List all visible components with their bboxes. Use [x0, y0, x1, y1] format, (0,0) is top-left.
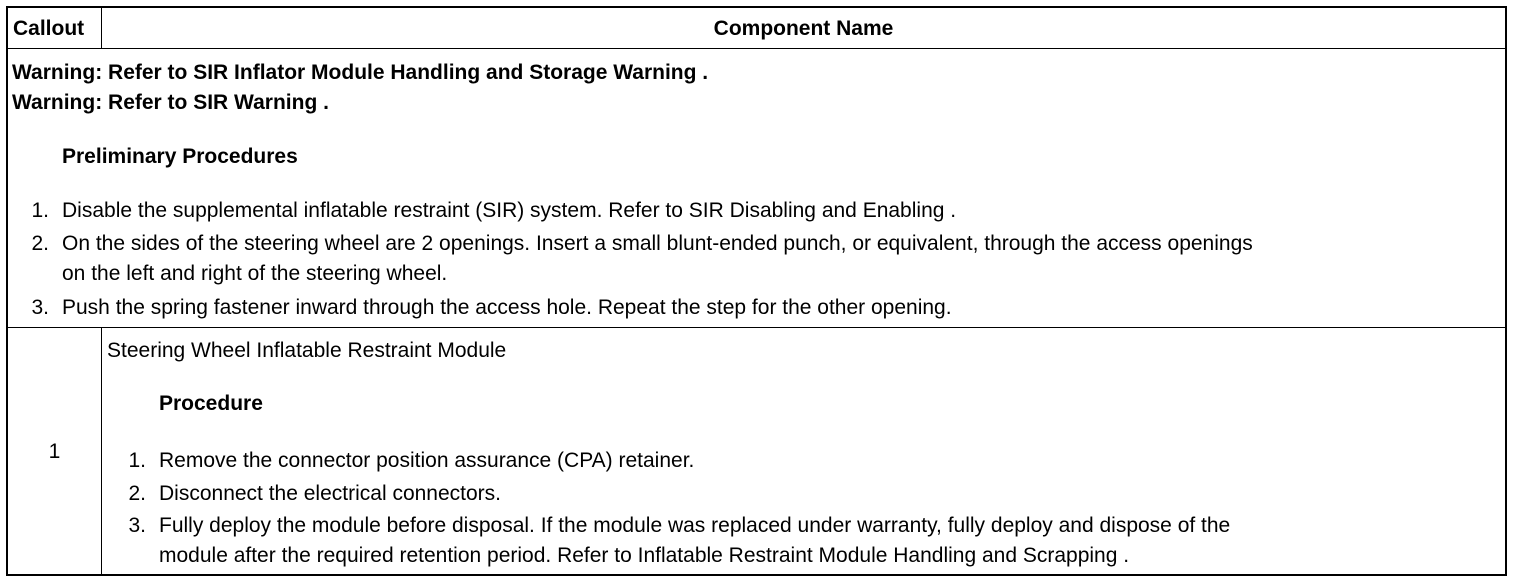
component-cell: [102, 328, 1505, 574]
callout-number: 1: [48, 440, 61, 463]
callout-cell: [8, 328, 102, 574]
step-number: 2.: [128, 482, 146, 505]
procedure-step: [110, 446, 1505, 476]
step-text: On the sides of the steering wheel are 2 openings. Insert a small blunt-ended punch, or equivalent, through the access openings: [62, 232, 1253, 255]
preliminary-row: [8, 49, 1505, 328]
procedure-step: [110, 479, 1505, 509]
prelim-step: [13, 196, 1505, 226]
procedure-heading: Procedure: [159, 392, 263, 415]
prelim-step: [13, 293, 1505, 323]
table-row: [8, 328, 1505, 574]
step-text: Fully deploy the module before disposal. If the module was replaced under warranty, fully deploy and dispose of the: [159, 514, 1231, 537]
preliminary-heading: Preliminary Procedures: [62, 145, 298, 168]
header-callout: Callout: [8, 8, 102, 48]
step-text: Disconnect the electrical connectors.: [159, 482, 501, 505]
procedure-step: [110, 511, 1505, 571]
step-text-continued: module after the required retention period. Refer to Inflatable Restraint Module Handling and Scrapping .: [159, 544, 1130, 567]
step-number: 3.: [128, 514, 146, 537]
table-header-row: [8, 8, 1505, 49]
prelim-step: [13, 229, 1505, 289]
step-number: 1.: [31, 199, 49, 222]
header-component-name: Component Name: [713, 17, 894, 40]
warning-inflator-module: Warning: Refer to SIR Inflator Module Handling and Storage Warning .: [12, 61, 709, 84]
warning-sir: Warning: Refer to SIR Warning .: [12, 91, 329, 114]
step-text: Disable the supplemental inflatable restraint (SIR) system. Refer to SIR Disabling and Enabling .: [62, 199, 957, 222]
step-text: Remove the connector position assurance (CPA) retainer.: [159, 449, 695, 472]
component-table: [6, 6, 1507, 576]
step-number: 1.: [128, 449, 146, 472]
step-number: 3.: [31, 296, 49, 319]
step-text: Push the spring fastener inward through the access hole. Repeat the step for the other opening.: [62, 296, 952, 319]
step-number: 2.: [31, 232, 49, 255]
step-text-continued: on the left and right of the steering wheel.: [62, 262, 448, 285]
component-title: Steering Wheel Inflatable Restraint Module: [107, 339, 507, 362]
